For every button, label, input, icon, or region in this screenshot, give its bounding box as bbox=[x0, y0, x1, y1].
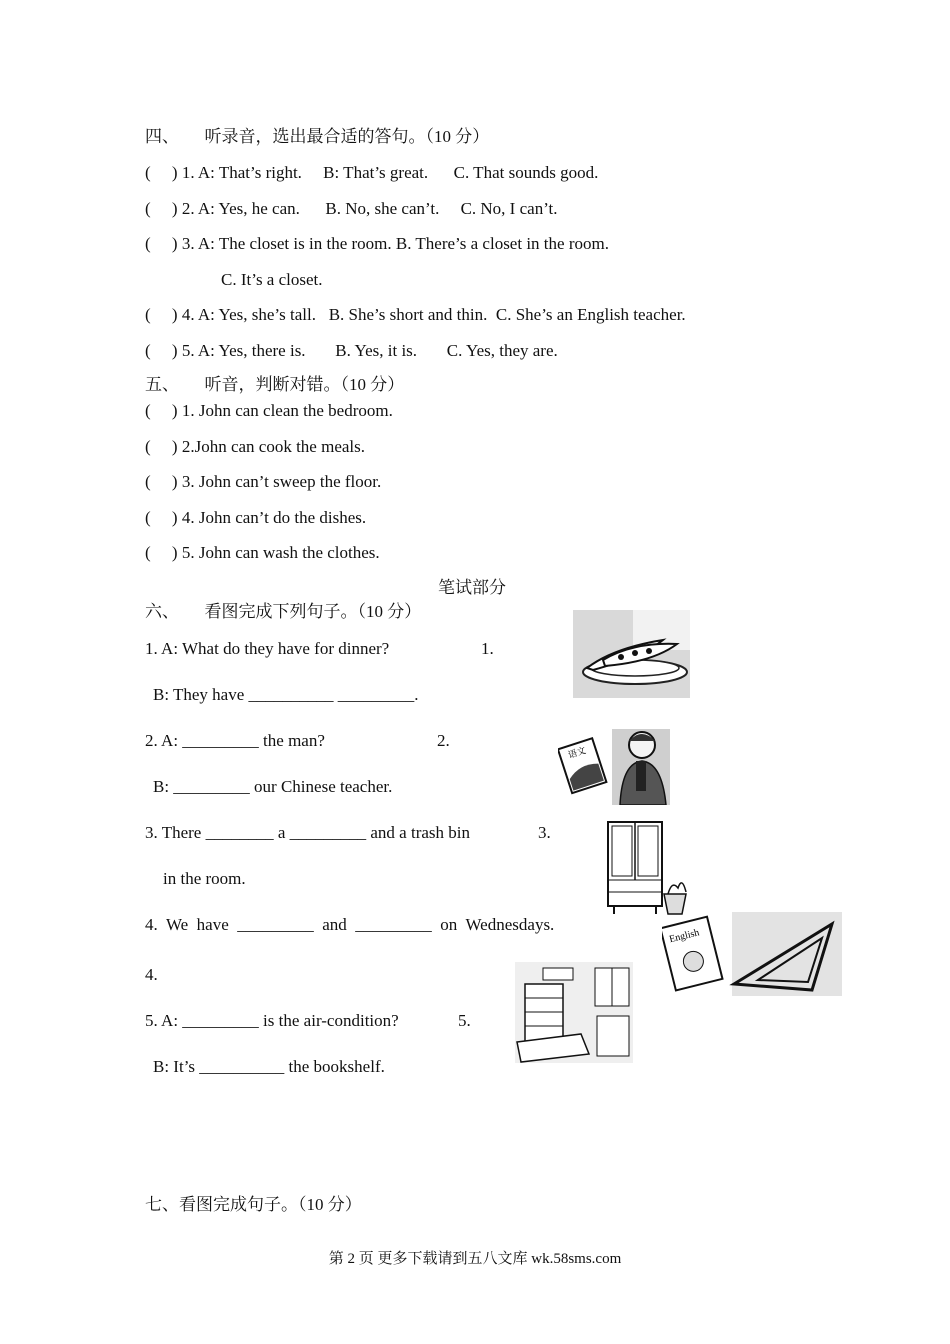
bedroom-picture bbox=[515, 962, 633, 1063]
s5-question-1: ( ) 1. John can clean the bedroom. bbox=[145, 401, 393, 420]
s4-question-2: ( ) 2. A: Yes, he can. B. No, she can’t. C. No, I can’t. bbox=[145, 199, 558, 218]
s6-q3-question: 3. There ________ a _________ and a trash bin bbox=[145, 823, 470, 842]
section4-heading: 四、 听录音，选出最合适的答句。（10 分） bbox=[145, 127, 490, 146]
s6-q3-picture-number: 3. bbox=[538, 823, 551, 842]
section7-heading: 七、看图完成句子。（10 分） bbox=[145, 1195, 362, 1214]
s6-q1-answer: B: They have __________ _________. bbox=[153, 685, 419, 704]
chinese-book-label: 语文 bbox=[566, 745, 588, 761]
page-footer: 第 2 页 更多下载请到五八文库 wk.58sms.com bbox=[328, 1251, 622, 1267]
section5-heading: 五、 听音，判断对错。（10 分） bbox=[145, 375, 405, 394]
s6-q5-answer: B: It’s __________ the bookshelf. bbox=[153, 1057, 385, 1076]
closet-trash-bin-picture bbox=[602, 818, 692, 916]
s6-q1-question: 1. A: What do they have for dinner? bbox=[145, 639, 390, 658]
s6-q3-continuation: in the room. bbox=[163, 869, 246, 888]
s4-question-5: ( ) 5. A: Yes, there is. B. Yes, it is. C. Yes, they are. bbox=[145, 341, 558, 360]
s6-q2-picture-number: 2. bbox=[437, 731, 450, 750]
english-book-label: English bbox=[668, 927, 701, 946]
s6-q5-question: 5. A: _________ is the air-condition? bbox=[145, 1011, 399, 1030]
s4-question-3: ( ) 3. A: The closet is in the room. B. There’s a closet in the room. bbox=[145, 234, 609, 253]
s4-question-3-option-c: C. It’s a closet. bbox=[221, 270, 323, 289]
section6-heading: 六、 看图完成下列句子。（10 分） bbox=[145, 602, 422, 621]
s6-q5-picture-number: 5. bbox=[458, 1011, 471, 1030]
dinner-food-picture bbox=[573, 610, 690, 698]
s4-question-4: ( ) 4. A: Yes, she’s tall. B. She’s short and thin. C. She’s an English teacher. bbox=[145, 305, 686, 324]
written-part-title: 笔试部分 bbox=[438, 578, 506, 597]
chinese-teacher-picture bbox=[558, 729, 670, 805]
s6-q4-question: 4. We have _________ and _________ on Wednesdays. bbox=[145, 915, 555, 934]
s4-question-1: ( ) 1. A: That’s right. B: That’s great. C. That sounds good. bbox=[145, 163, 599, 182]
s6-q2-answer: B: _________ our Chinese teacher. bbox=[153, 777, 393, 796]
s5-question-4: ( ) 4. John can’t do the dishes. bbox=[145, 508, 367, 527]
s6-q1-picture-number: 1. bbox=[481, 639, 494, 658]
s5-question-2: ( ) 2.John can cook the meals. bbox=[145, 437, 365, 456]
s6-q4-picture-number: 4. bbox=[145, 965, 158, 984]
english-book-ruler-picture bbox=[662, 912, 842, 996]
s5-question-5: ( ) 5. John can wash the clothes. bbox=[145, 543, 380, 562]
s6-q2-question: 2. A: _________ the man? bbox=[145, 731, 325, 750]
s5-question-3: ( ) 3. John can’t sweep the floor. bbox=[145, 472, 382, 491]
